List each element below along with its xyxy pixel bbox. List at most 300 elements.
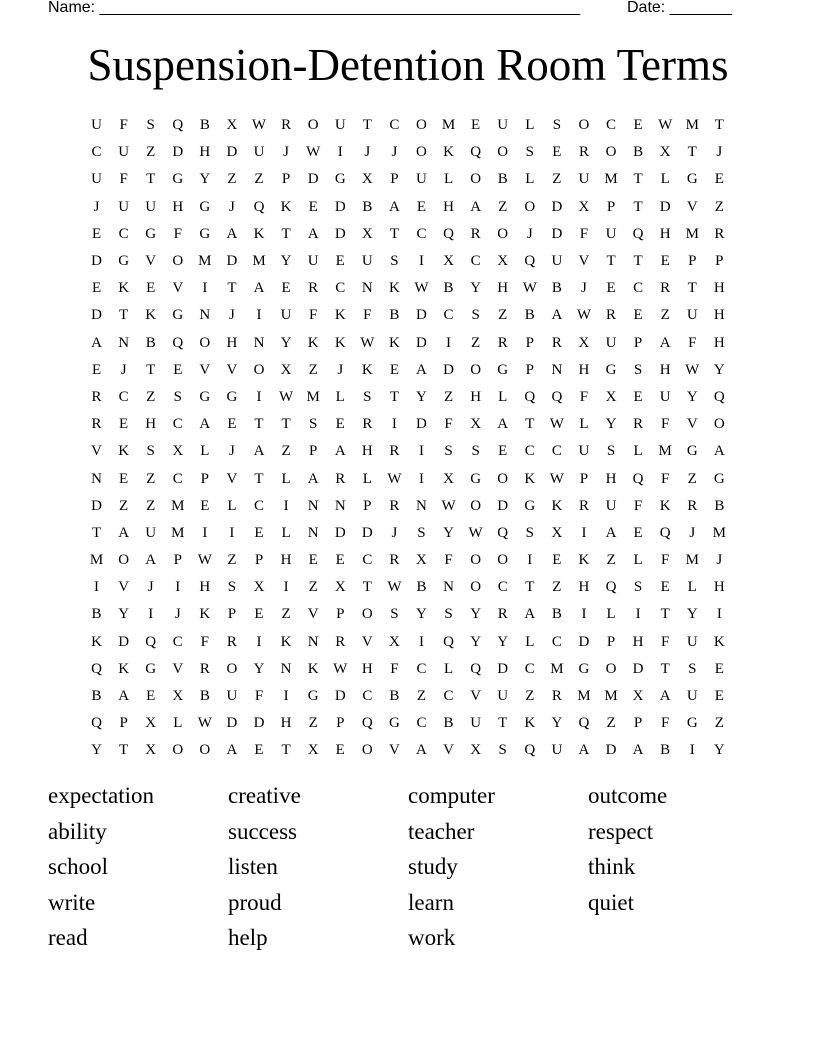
grid-letter: K bbox=[118, 443, 130, 460]
grid-letter: W bbox=[468, 524, 483, 541]
grid-letter: A bbox=[551, 307, 563, 324]
grid-letter: K bbox=[199, 606, 211, 623]
grid-letter: S bbox=[525, 524, 534, 541]
grid-letter: K bbox=[443, 144, 454, 161]
grid-letter: W bbox=[197, 715, 212, 732]
grid-letter: V bbox=[686, 416, 698, 433]
grid-letter: Y bbox=[470, 606, 482, 623]
grid-letter: U bbox=[91, 117, 102, 134]
grid-letter: U bbox=[686, 633, 698, 650]
grid-letter: T bbox=[362, 117, 372, 134]
grid-letter: E bbox=[606, 280, 616, 297]
grid-row bbox=[83, 710, 733, 737]
grid-letter: L bbox=[227, 497, 237, 514]
grid-letter: T bbox=[389, 388, 399, 405]
grid-letter: E bbox=[254, 524, 264, 541]
grid-letter: O bbox=[497, 144, 509, 161]
grid-letter: W bbox=[306, 144, 321, 161]
grid-letter: S bbox=[471, 307, 480, 324]
grid-letter: I bbox=[418, 633, 424, 650]
grid-letter: Z bbox=[443, 388, 454, 405]
grid-letter: J bbox=[283, 144, 289, 161]
grid-letter: T bbox=[687, 144, 697, 161]
grid-letter: Q bbox=[443, 225, 454, 242]
grid-letter: T bbox=[525, 579, 535, 596]
grid-letter: B bbox=[362, 198, 373, 215]
grid-letter: A bbox=[524, 606, 536, 623]
grid-letter: Y bbox=[551, 715, 563, 732]
grid-letter: J bbox=[337, 361, 344, 378]
grid-letter: B bbox=[91, 606, 102, 623]
grid-letter: L bbox=[660, 171, 670, 188]
grid-letter: H bbox=[361, 660, 373, 677]
grid-letter: L bbox=[498, 388, 508, 405]
grid-letter: E bbox=[416, 198, 427, 215]
grid-letter: I bbox=[635, 606, 641, 623]
grid-row bbox=[83, 248, 733, 275]
grid-letter: J bbox=[120, 361, 127, 378]
grid-letter: S bbox=[471, 443, 480, 460]
grid-letter: P bbox=[579, 470, 589, 487]
grid-letter: F bbox=[363, 307, 372, 324]
grid-letter: K bbox=[361, 361, 373, 378]
grid-letter: G bbox=[307, 688, 319, 705]
grid-letter: C bbox=[443, 307, 454, 324]
grid-letter: D bbox=[91, 497, 102, 514]
grid-letter: X bbox=[497, 253, 509, 270]
grid-letter: J bbox=[364, 144, 371, 161]
grid-letter: Z bbox=[227, 552, 237, 569]
grid-letter: E bbox=[146, 280, 156, 297]
grid-letter: H bbox=[226, 334, 238, 351]
grid-letter: D bbox=[334, 688, 346, 705]
grid-letter: Y bbox=[118, 606, 130, 623]
grid-letter: T bbox=[606, 253, 616, 270]
grid-letter: C bbox=[416, 715, 427, 732]
grid-letter: H bbox=[713, 334, 725, 351]
grid-letter: N bbox=[443, 579, 454, 596]
grid-letter: H bbox=[361, 443, 373, 460]
grid-row bbox=[83, 275, 733, 302]
grid-letter: T bbox=[389, 225, 399, 242]
grid-letter: L bbox=[525, 171, 535, 188]
grid-letter: Q bbox=[497, 524, 509, 541]
grid-letter: A bbox=[91, 334, 102, 351]
grid-row bbox=[83, 465, 733, 492]
grid-letter: J bbox=[93, 198, 100, 215]
grid-letter: I bbox=[256, 633, 262, 650]
grid-letter: D bbox=[118, 633, 130, 650]
grid-letter: Z bbox=[254, 171, 264, 188]
grid-letter: L bbox=[633, 552, 643, 569]
grid-letter: D bbox=[416, 334, 427, 351]
grid-letter: E bbox=[552, 144, 562, 161]
grid-letter: K bbox=[388, 280, 400, 297]
grid-letter: M bbox=[604, 688, 618, 705]
grid-letter: I bbox=[229, 524, 235, 541]
grid-letter: E bbox=[335, 742, 345, 759]
word-list bbox=[48, 781, 768, 959]
grid-letter: Y bbox=[497, 633, 509, 650]
grid-letter: S bbox=[444, 606, 453, 623]
grid-letter: E bbox=[146, 688, 156, 705]
grid-letter: E bbox=[498, 443, 508, 460]
grid-letter: H bbox=[713, 579, 725, 596]
grid-letter: P bbox=[254, 552, 264, 569]
grid-letter: A bbox=[497, 416, 509, 433]
grid-letter: O bbox=[307, 117, 319, 134]
grid-letter: Q bbox=[632, 470, 644, 487]
grid-letter: Y bbox=[713, 742, 725, 759]
grid-letter: T bbox=[227, 280, 237, 297]
grid-letter: K bbox=[280, 633, 292, 650]
grid-letter: Z bbox=[308, 715, 318, 732]
grid-row bbox=[83, 302, 733, 329]
grid-letter: M bbox=[604, 171, 618, 188]
grid-letter: W bbox=[360, 334, 375, 351]
grid-letter: C bbox=[524, 660, 535, 677]
grid-letter: M bbox=[252, 253, 266, 270]
grid-letter: I bbox=[581, 524, 587, 541]
grid-letter: S bbox=[390, 253, 399, 270]
grid-letter: U bbox=[497, 117, 509, 134]
grid-letter: K bbox=[145, 307, 157, 324]
grid-letter: M bbox=[171, 524, 185, 541]
grid-letter: J bbox=[526, 225, 533, 242]
word-list-item: quiet bbox=[588, 889, 634, 915]
grid-letter: T bbox=[254, 470, 264, 487]
grid-letter: D bbox=[361, 524, 373, 541]
grid-letter: K bbox=[551, 497, 563, 514]
grid-letter: N bbox=[416, 497, 427, 514]
grid-letter: N bbox=[307, 633, 319, 650]
grid-letter: O bbox=[605, 144, 617, 161]
grid-letter: B bbox=[199, 117, 210, 134]
grid-letter: H bbox=[605, 470, 617, 487]
grid-row bbox=[83, 493, 733, 520]
grid-letter: G bbox=[199, 198, 211, 215]
grid-letter: G bbox=[172, 307, 184, 324]
grid-letter: I bbox=[283, 579, 289, 596]
grid-letter: Q bbox=[172, 334, 184, 351]
grid-letter: C bbox=[118, 225, 129, 242]
grid-letter: Q bbox=[578, 715, 590, 732]
grid-letter: T bbox=[146, 171, 156, 188]
grid-letter: V bbox=[443, 742, 454, 759]
grid-letter: H bbox=[497, 280, 509, 297]
grid-letter: M bbox=[89, 552, 104, 569]
grid-letter: H bbox=[632, 633, 644, 650]
grid-letter: J bbox=[229, 307, 235, 324]
grid-letter: N bbox=[199, 307, 211, 324]
word-list-item: respect bbox=[588, 818, 654, 844]
grid-letter: E bbox=[714, 660, 724, 677]
grid-letter: E bbox=[281, 280, 291, 297]
grid-letter: Y bbox=[605, 416, 617, 433]
grid-letter: K bbox=[307, 660, 319, 677]
grid-letter: A bbox=[632, 742, 644, 759]
grid-letter: G bbox=[145, 660, 157, 677]
grid-letter: W bbox=[549, 470, 564, 487]
grid-letter: M bbox=[171, 497, 185, 514]
grid-letter: B bbox=[416, 579, 427, 596]
grid-letter: I bbox=[418, 443, 424, 460]
word-list-item: creative bbox=[228, 783, 301, 808]
grid-letter: U bbox=[416, 171, 427, 188]
grid-letter: I bbox=[202, 280, 208, 297]
grid-row bbox=[83, 357, 733, 384]
grid-letter: X bbox=[172, 688, 184, 705]
grid-letter: P bbox=[715, 253, 724, 270]
grid-letter: I bbox=[337, 144, 343, 161]
grid-letter: P bbox=[119, 715, 128, 732]
grid-letter: O bbox=[470, 497, 482, 514]
grid-letter: S bbox=[606, 443, 616, 460]
grid-letter: F bbox=[661, 633, 670, 650]
grid-letter: O bbox=[470, 552, 482, 569]
grid-letter: Q bbox=[91, 660, 102, 677]
grid-letter: D bbox=[226, 253, 238, 270]
grid-letter: Y bbox=[280, 334, 292, 351]
grid-letter: T bbox=[119, 742, 129, 759]
grid-letter: R bbox=[578, 144, 589, 161]
grid-letter: J bbox=[689, 524, 696, 541]
grid-letter: Z bbox=[498, 307, 508, 324]
grid-letter: T bbox=[714, 117, 724, 134]
grid-letter: G bbox=[524, 497, 536, 514]
grid-letter: L bbox=[281, 524, 291, 541]
grid-letter: F bbox=[200, 633, 210, 650]
grid-letter: Q bbox=[605, 579, 617, 596]
grid-letter: N bbox=[118, 334, 130, 351]
grid-letter: U bbox=[497, 688, 509, 705]
grid-letter: D bbox=[334, 225, 346, 242]
grid-letter: S bbox=[552, 117, 562, 134]
grid-letter: X bbox=[443, 253, 454, 270]
grid-letter: T bbox=[525, 416, 535, 433]
grid-letter: K bbox=[524, 470, 536, 487]
grid-letter: C bbox=[118, 388, 129, 405]
grid-letter: Z bbox=[687, 470, 697, 487]
grid-letter: M bbox=[685, 117, 699, 134]
word-list-item: proud bbox=[228, 889, 282, 915]
grid-letter: F bbox=[579, 225, 589, 242]
grid-letter: F bbox=[119, 117, 128, 134]
grid-letter: A bbox=[118, 524, 130, 541]
grid-letter: Q bbox=[551, 388, 563, 405]
grid-letter: G bbox=[388, 715, 400, 732]
grid-letter: K bbox=[334, 334, 346, 351]
grid-row bbox=[83, 737, 733, 764]
grid-letter: E bbox=[335, 416, 345, 433]
grid-letter: U bbox=[280, 307, 292, 324]
grid-letter: N bbox=[307, 524, 319, 541]
grid-letter: R bbox=[660, 280, 671, 297]
grid-letter: K bbox=[91, 633, 102, 650]
grid-letter: A bbox=[226, 225, 238, 242]
grid-letter: E bbox=[308, 552, 318, 569]
grid-letter: S bbox=[146, 443, 155, 460]
grid-letter: L bbox=[200, 443, 210, 460]
grid-letter: K bbox=[118, 660, 130, 677]
grid-letter: W bbox=[522, 280, 537, 297]
grid-letter: X bbox=[307, 742, 319, 759]
grid-letter: J bbox=[391, 524, 398, 541]
grid-letter: U bbox=[91, 171, 102, 188]
grid-letter: G bbox=[172, 171, 184, 188]
grid-letter: C bbox=[470, 253, 481, 270]
grid-letter: W bbox=[685, 361, 700, 378]
grid-letter: G bbox=[605, 361, 617, 378]
grid-letter: O bbox=[361, 606, 373, 623]
grid-letter: H bbox=[199, 579, 211, 596]
grid-letter: R bbox=[551, 334, 562, 351]
grid-letter: M bbox=[658, 443, 672, 460]
grid-letter: J bbox=[716, 552, 723, 569]
grid-row bbox=[83, 221, 733, 248]
grid-letter: D bbox=[91, 253, 102, 270]
grid-letter: G bbox=[497, 361, 509, 378]
grid-letter: S bbox=[417, 524, 426, 541]
grid-letter: F bbox=[390, 660, 399, 677]
grid-row bbox=[83, 166, 733, 193]
grid-letter: N bbox=[361, 280, 373, 297]
grid-letter: B bbox=[551, 606, 562, 623]
grid-letter: S bbox=[633, 361, 643, 378]
grid-letter: Z bbox=[498, 198, 508, 215]
grid-letter: R bbox=[281, 117, 292, 134]
grid-letter: H bbox=[145, 416, 157, 433]
grid-letter: Z bbox=[471, 334, 481, 351]
grid-letter: E bbox=[633, 388, 643, 405]
grid-letter: T bbox=[498, 715, 508, 732]
grid-letter: O bbox=[497, 225, 509, 242]
grid-letter: I bbox=[256, 307, 262, 324]
grid-letter: E bbox=[119, 470, 129, 487]
grid-letter: C bbox=[335, 280, 346, 297]
grid-letter: O bbox=[199, 742, 211, 759]
grid-letter: C bbox=[91, 144, 102, 161]
grid-letter: M bbox=[577, 688, 591, 705]
grid-letter: Z bbox=[416, 688, 427, 705]
grid-letter: A bbox=[334, 443, 346, 460]
grid-letter: X bbox=[172, 443, 184, 460]
grid-letter: R bbox=[470, 225, 481, 242]
grid-letter: U bbox=[361, 253, 373, 270]
grid-letter: Q bbox=[659, 524, 671, 541]
grid-letter: S bbox=[444, 443, 453, 460]
grid-letter: N bbox=[551, 361, 563, 378]
grid-letter: R bbox=[606, 307, 617, 324]
grid-letter: O bbox=[118, 552, 130, 569]
grid-letter: Z bbox=[308, 579, 318, 596]
grid-letter: Q bbox=[524, 388, 536, 405]
grid-letter: R bbox=[389, 497, 400, 514]
grid-row bbox=[83, 112, 733, 139]
grid-letter: J bbox=[174, 606, 181, 623]
grid-letter: O bbox=[253, 361, 265, 378]
grid-letter: Y bbox=[253, 660, 265, 677]
grid-letter: D bbox=[497, 660, 509, 677]
grid-letter: H bbox=[199, 144, 211, 161]
grid-letter: H bbox=[443, 198, 454, 215]
grid-row bbox=[83, 384, 733, 411]
word-list-item: ability bbox=[48, 818, 107, 844]
grid-letter: H bbox=[172, 198, 184, 215]
grid-letter: W bbox=[197, 552, 212, 569]
grid-letter: G bbox=[578, 660, 590, 677]
grid-letter: G bbox=[118, 253, 130, 270]
grid-letter: C bbox=[416, 660, 427, 677]
grid-letter: W bbox=[387, 470, 402, 487]
grid-letter: U bbox=[686, 307, 698, 324]
grid-letter: R bbox=[687, 497, 698, 514]
grid-letter: A bbox=[253, 443, 265, 460]
grid-letter: V bbox=[226, 361, 238, 378]
grid-letter: F bbox=[661, 416, 670, 433]
grid-letter: Y bbox=[416, 606, 427, 623]
grid-letter: K bbox=[280, 198, 292, 215]
grid-letter: A bbox=[226, 742, 238, 759]
grid-letter: B bbox=[633, 144, 644, 161]
grid-letter: Q bbox=[172, 117, 184, 134]
grid-letter: Y bbox=[686, 606, 698, 623]
grid-letter: Z bbox=[525, 688, 535, 705]
grid-letter: G bbox=[145, 225, 157, 242]
word-list-item: help bbox=[228, 925, 268, 950]
grid-letter: E bbox=[254, 742, 264, 759]
grid-letter: G bbox=[199, 225, 211, 242]
grid-row bbox=[83, 139, 733, 166]
word-list-item: write bbox=[48, 889, 96, 915]
grid-letter: P bbox=[606, 633, 616, 650]
page-title: Suspension-Detention Room Terms bbox=[87, 40, 729, 90]
grid-letter: R bbox=[308, 280, 319, 297]
grid-letter: E bbox=[633, 524, 643, 541]
grid-letter: V bbox=[199, 361, 211, 378]
grid-letter: I bbox=[94, 579, 100, 596]
grid-letter: A bbox=[605, 524, 617, 541]
grid-letter: K bbox=[524, 715, 536, 732]
grid-letter: F bbox=[661, 470, 670, 487]
grid-letter: Q bbox=[361, 715, 373, 732]
grid-letter: F bbox=[308, 307, 318, 324]
grid-letter: R bbox=[389, 443, 400, 460]
grid-letter: V bbox=[91, 443, 102, 460]
grid-letter: Z bbox=[660, 307, 670, 324]
grid-letter: R bbox=[335, 470, 346, 487]
grid-letter: M bbox=[198, 253, 212, 270]
grid-letter: S bbox=[227, 579, 237, 596]
grid-letter: P bbox=[525, 361, 534, 378]
grid-row bbox=[83, 547, 733, 574]
grid-letter: H bbox=[578, 361, 590, 378]
grid-letter: L bbox=[362, 470, 372, 487]
grid-letter: S bbox=[688, 660, 697, 677]
grid-letter: U bbox=[551, 253, 563, 270]
grid-letter: R bbox=[578, 497, 589, 514]
grid-letter: R bbox=[362, 416, 373, 433]
grid-letter: Z bbox=[606, 552, 616, 569]
word-list-item: success bbox=[228, 818, 297, 844]
word-list-item: school bbox=[48, 854, 109, 879]
grid-letter: Y bbox=[686, 388, 698, 405]
grid-letter: E bbox=[91, 280, 102, 297]
grid-letter: C bbox=[551, 443, 562, 460]
grid-letter: F bbox=[119, 171, 128, 188]
grid-letter: C bbox=[254, 497, 265, 514]
grid-letter: N bbox=[253, 334, 265, 351]
